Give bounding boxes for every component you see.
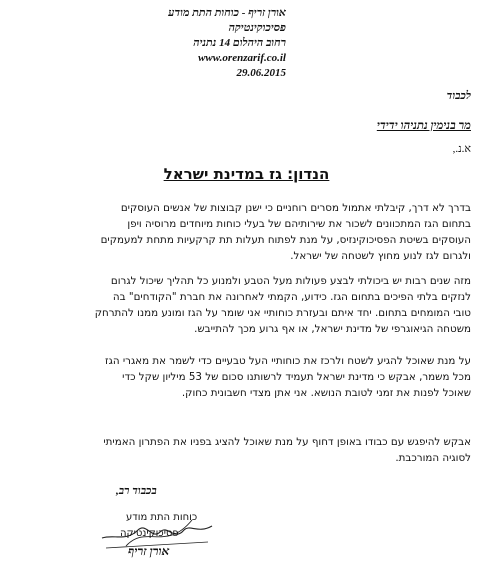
paragraph-line: ולגרום לגז לנוע מחוץ לשטחה של ישראל. bbox=[290, 250, 471, 262]
letterhead-website: www.orenzarif.co.il bbox=[198, 52, 286, 64]
paragraph-line: אבקש להיפגש עם כבודו באופן דחוף על מנת שאוכל להציג בפניו את הפתרון האמיתי bbox=[103, 436, 471, 448]
paragraph-3 bbox=[19, 353, 471, 401]
paragraph-2 bbox=[19, 273, 471, 337]
paragraph-line: לנזקים בלתי הפיכים בתחום הגז. כידוע, הקמתי לאחרונה את חברת "הקודחים" בה bbox=[112, 291, 471, 303]
signature-subtitle: פסיכוקינטיקה bbox=[120, 528, 179, 539]
letterhead-name: אורן זריף - כוחות התת מודע bbox=[168, 7, 286, 19]
paragraph-line: מכל משמר, אבקש כי מדינת ישראל תעמיד לרשותנו סכום של 53 מיליון שקל כדי bbox=[122, 371, 471, 383]
greeting: א.נ., bbox=[452, 143, 471, 155]
paragraph-1 bbox=[19, 200, 471, 264]
paragraph-line: על מנת שאוכל להגיע לשטח ולרכז את כוחותיי העל טבעיים כדי לשמר את מאגרי הגז bbox=[105, 355, 471, 367]
paragraph-line: שאוכל לפנות את זמני לטובת הנושא. אני אתן מצדי חשבונית כחוק. bbox=[181, 387, 471, 399]
letterhead-address: רחוב היהלום 14 נתניה bbox=[193, 37, 286, 49]
paragraph-line: משטחה הגיאוגרפי של מדינת ישראל, או אף גרוע מכך להתייבש. bbox=[194, 323, 471, 335]
paragraph-4 bbox=[19, 434, 471, 466]
letterhead-profession: פסיכוקינטיקה bbox=[228, 22, 286, 34]
signature-title: כוחות התת מודע bbox=[126, 512, 198, 523]
paragraph-line: טובי המומחים בתחום. יחד איתם ובעזרת כוחותיי אני שומר על הגז ומונע ממנו להתרחק bbox=[94, 307, 471, 319]
paragraph-line: העוסקים בשיטת הפסיכוקינזיס, על מנת לפתוח תעלות תת קרקעיות מתחת למעמקים bbox=[100, 234, 471, 246]
subject-line bbox=[0, 165, 493, 183]
subject-text: הנדון: גז במדינת ישראל bbox=[163, 165, 330, 183]
paragraph-line: מזה שנים רבות יש ביכולתי לבצע פעולות מעל הטבע ולמנוע כל תהליך שיכול לגרום bbox=[110, 275, 471, 287]
paragraph-line: לסוגיה המורכבת. bbox=[395, 452, 471, 464]
to-label: לכבוד bbox=[446, 90, 471, 102]
letterhead bbox=[96, 6, 286, 81]
signature-name: אורן זריף bbox=[128, 544, 170, 558]
paragraph-line: בתחום הגז המתכוונים לשכור את שירותיהם של בעלי כוחות מיוחדים מרוסיה ויפן bbox=[127, 218, 471, 230]
paragraph-line: בדרך לא דרך, קיבלתי אתמול מסרים רוחניים כי ישנן קבוצות של אנשים העוסקים bbox=[120, 202, 471, 214]
recipient-name: מר בנימין נתניהו ידידי bbox=[376, 120, 471, 132]
closing-salutation: בכבוד רב, bbox=[116, 485, 157, 497]
letter-date: 29.06.2015 bbox=[236, 67, 286, 79]
